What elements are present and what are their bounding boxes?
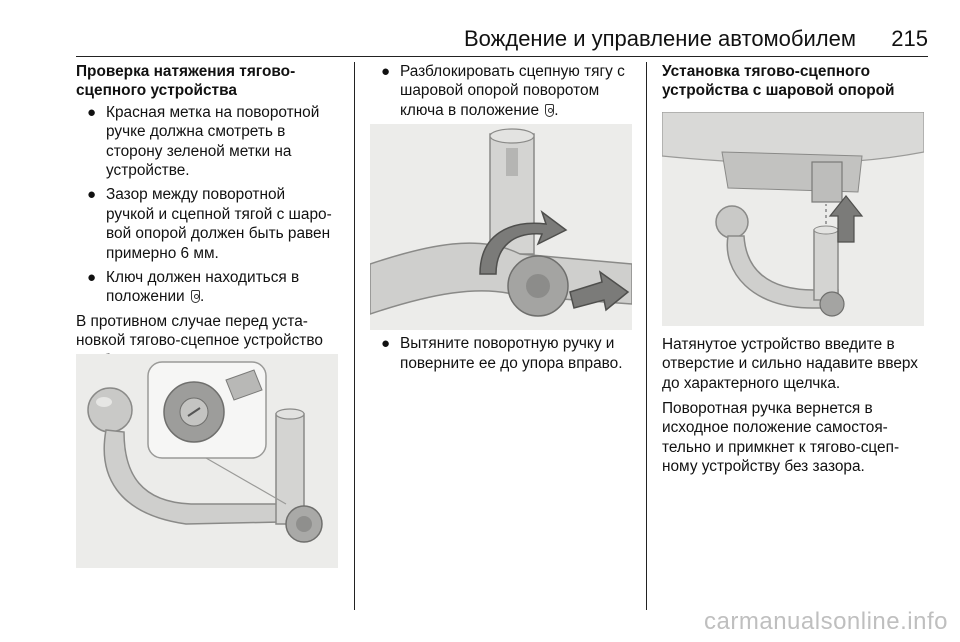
page-number: 215 bbox=[891, 26, 928, 51]
column-1 bbox=[76, 62, 346, 374]
section-heading-install: Установка тягово-сцепного устройства с шаровой опорой bbox=[662, 63, 895, 100]
bullet-item: ● Разблокировать сцепную тягу с шаровой опорой поворотом ключа в положение . bbox=[381, 63, 625, 119]
bullet-item: ● Вытяните поворотную ручку и поверните ее до упора вправо. bbox=[381, 335, 623, 372]
section-heading-check-tension: Проверка натяжения тягово- сцепного устройства bbox=[76, 63, 296, 100]
key-position-icon bbox=[545, 104, 554, 117]
watermark: carmanualsonline.info bbox=[704, 608, 948, 635]
key-position-icon bbox=[191, 290, 200, 303]
bullet-item: ● Зазор между поворотной ручкой и сцепной тягой с шаро- вой опорой должен быть равен примерно 6 мм. bbox=[87, 186, 332, 262]
bullet-dot: ● bbox=[87, 103, 97, 121]
column-divider bbox=[354, 62, 355, 610]
chapter-title: Вождение и управление автомобилем bbox=[463, 26, 856, 51]
bullet-dot: ● bbox=[381, 63, 391, 80]
bullet-dot: ● bbox=[87, 269, 97, 287]
bullet-item: ● Ключ должен находиться в положении . bbox=[87, 269, 300, 306]
towbar-unlock-figure bbox=[370, 124, 632, 330]
towbar-tension-figure bbox=[76, 354, 338, 568]
paragraph: Поворотная ручка вернется в исходное положение самостоя- тельно и примкнет к тягово-сцеп- ному устройству без зазора. bbox=[662, 400, 900, 476]
column-divider bbox=[646, 62, 647, 610]
paragraph: Натянутое устройство введите в отверстие и сильно надавите вверх до характерного щелчка. bbox=[662, 335, 918, 392]
paragraph: В противном случае перед уста- новкой тягово-сцепное устройство bbox=[76, 312, 323, 350]
bullet-dot: ● bbox=[87, 186, 97, 204]
bullet-dot: ● bbox=[381, 335, 391, 353]
bullet-item: ● Красная метка на поворотной ручке должна смотреть в сторону зеленой метки на устройстве. bbox=[87, 103, 320, 180]
page-header bbox=[76, 20, 928, 57]
towbar-install-figure bbox=[662, 112, 924, 326]
